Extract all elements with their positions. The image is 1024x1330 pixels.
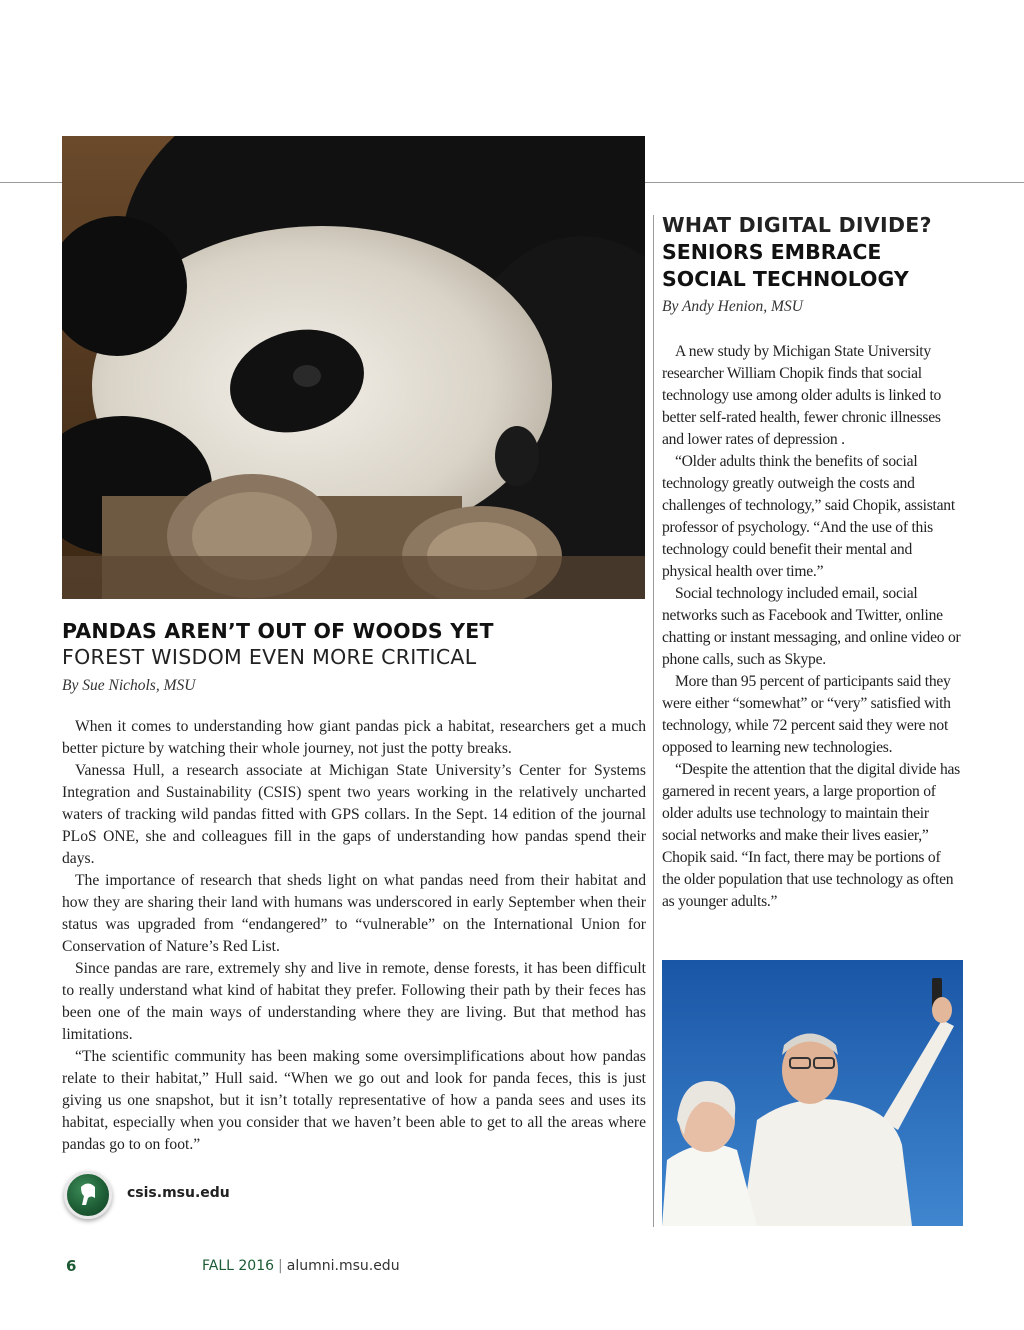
- panda-byline: By Sue Nichols, MSU: [62, 677, 196, 694]
- panda-headline: PANDAS AREN’T OUT OF WOODS YET: [62, 619, 494, 643]
- top-rule-right: [645, 182, 1024, 183]
- seniors-paragraph: “Older adults think the benefits of social technology greatly outweigh the costs and challenges of technology,” said Chopik, assistant professor of psychology. “And the use of this technology could benefit their mental and physical health over time.”: [662, 453, 955, 580]
- seniors-body: [662, 341, 962, 913]
- panda-paragraph: Vanessa Hull, a research associate at Michigan State University’s Center for Systems Integration and Sustainability (CSIS) spent two years working in the relatively uncharted waters of tracking wild pandas fitted with GPS collars. In the Sept. 14 edition of the journal PLoS ONE, she and colleagues fill in the gaps of understanding how pandas spend their days.: [62, 762, 646, 867]
- footer-masthead: [202, 1258, 400, 1274]
- csis-link[interactable]: csis.msu.edu: [127, 1185, 230, 1201]
- panda-paragraph: The importance of research that sheds light on what pandas need from their habitat and how they are sharing their land with humans was underscored in early September when their status was upgraded from “endangered” to “vulnerable” on the International Union for Conservation of Nature’s Red List.: [62, 872, 646, 955]
- top-rule-left: [0, 182, 62, 183]
- footer-season: FALL 2016: [202, 1258, 275, 1274]
- panda-paragraph: Since pandas are rare, extremely shy and live in remote, dense forests, it has been difficult to really understand what kind of habitat they prefer. Following their path by their feces has been one of the main ways of understanding where they are living. But that method has limitations.: [62, 960, 646, 1043]
- panda-paragraph: When it comes to understanding how giant pandas pick a habitat, researchers get a much better picture by watching their whole journey, not just the potty breaks.: [62, 718, 646, 757]
- seniors-article: [662, 212, 962, 913]
- seniors-paragraph: A new study by Michigan State University researcher William Chopik finds that social technology use among older adults is linked to better self-rated health, fewer chronic illnesses and lower rates of depression .: [662, 343, 942, 448]
- column-divider: [653, 215, 654, 1227]
- seniors-byline: By Andy Henion, MSU: [662, 298, 803, 315]
- seniors-headline-line2: SOCIAL TECHNOLOGY: [662, 267, 909, 291]
- seniors-paragraph: “Despite the attention that the digital divide has garnered in recent years, a large proportion of older adults use technology to maintain their social networks and make their lives easier,” Chopik said. “In fact, there may be portions of the older population that use technology as often as younger adults.”: [662, 761, 960, 910]
- page-number: 6: [66, 1257, 77, 1275]
- panda-paragraph: “The scientific community has been making some oversimplifications about how pandas relate to their habitat,” Hull said. “When we go out and look for panda feces, this is just giving us one snapshot, but it isn’t totally representative of how a panda sees and uses its habitat, especially when you consider that we haven’t been able to get to all the areas where pandas go to on foot.”: [62, 1048, 646, 1153]
- panda-photo: [62, 136, 645, 599]
- seniors-headline-line1: SENIORS EMBRACE: [662, 240, 882, 264]
- panda-body: [62, 716, 646, 1156]
- msu-spartan-logo-icon: [64, 1171, 112, 1219]
- seniors-paragraph: More than 95 percent of participants said they were either “somewhat” or “very” satisfied with technology, while 72 percent said they were not opposed to learning new technologies.: [662, 673, 951, 756]
- panda-article: [62, 618, 646, 1156]
- seniors-paragraph: Social technology included email, social networks such as Facebook and Twitter, online chatting or instant messaging, and online video or phone calls, such as Skype.: [662, 585, 961, 668]
- panda-subheadline: FOREST WISDOM EVEN MORE CRITICAL: [62, 645, 477, 669]
- footer-site: alumni.msu.edu: [286, 1258, 400, 1274]
- seniors-selfie-photo: [662, 960, 963, 1226]
- footer-separator: |: [278, 1258, 283, 1274]
- seniors-kicker: WHAT DIGITAL DIVIDE?: [662, 213, 932, 237]
